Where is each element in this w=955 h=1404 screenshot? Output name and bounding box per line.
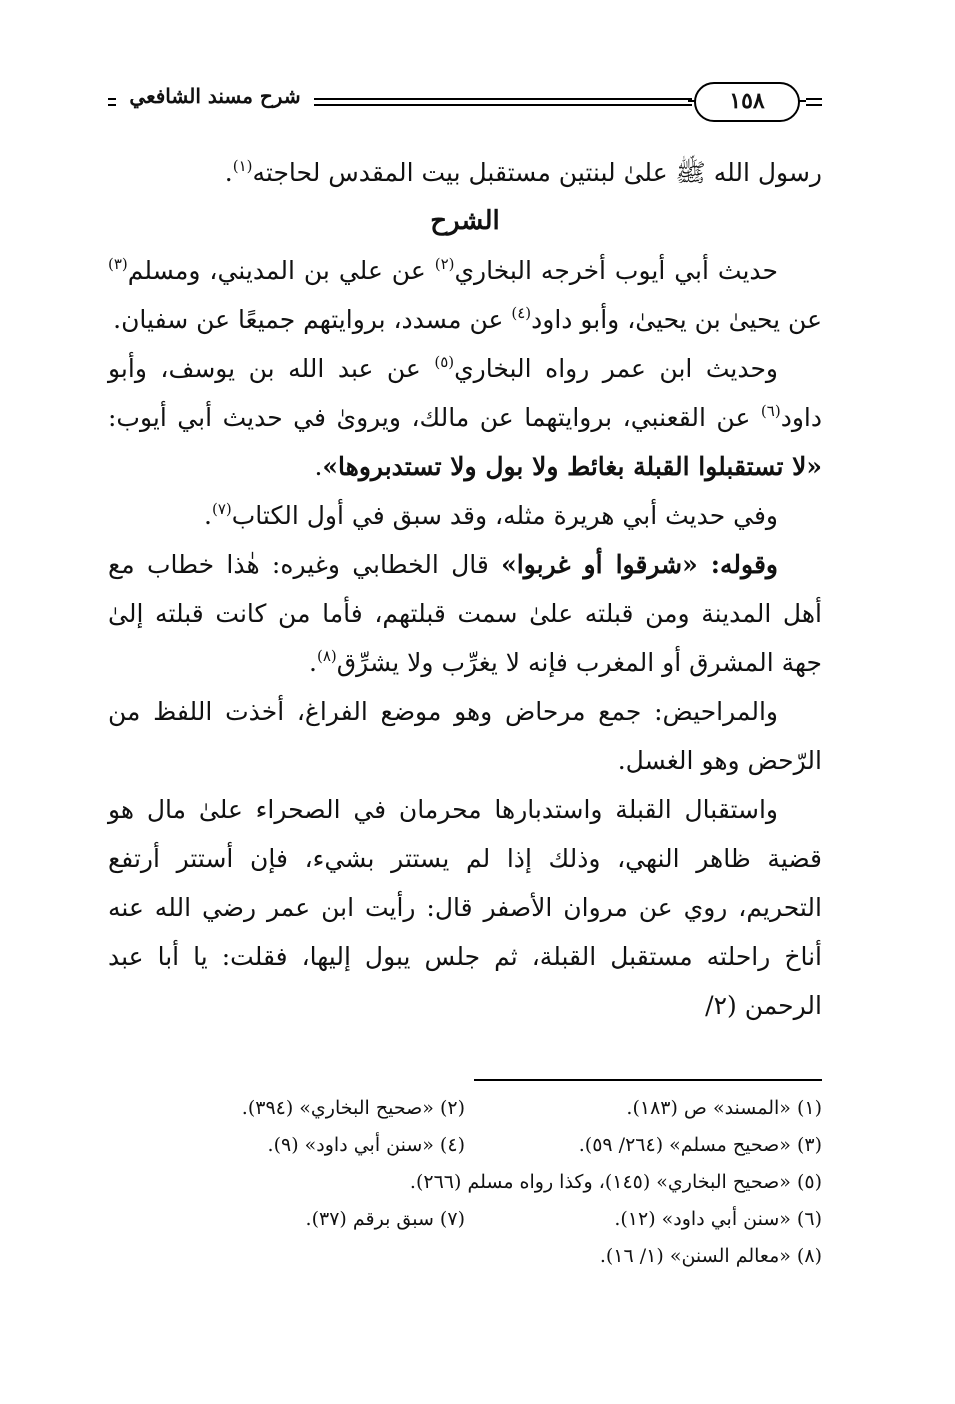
page-number: ١٥٨ [694, 82, 800, 122]
quoted-phrase: وقوله: «شرقوا أو غربوا» [501, 550, 778, 579]
footnote-ref: (١) [232, 157, 253, 175]
section-heading: الشرح [430, 206, 500, 236]
footnote: (٤) «سنن أبي داود» (٩). [267, 1134, 465, 1156]
footnote: (٨) «معالم السنن» (١/ ١٦). [599, 1245, 822, 1267]
footnote-rule [474, 1079, 822, 1081]
paragraph: وفي حديث أبي هريرة مثله، وقد سبق في أول الكتاب$^{(٧)}$. [204, 500, 778, 530]
footnote: (١) «المسند» ص (١٨٣). [626, 1097, 822, 1119]
footnote-row [108, 1090, 822, 1127]
paragraph: حديث أبي أيوب أخرجه البخاري$^{(٢)}$ عن علي بن المديني، ومسلم$^{(٣)}$ عن يحيىٰ بن يحيىٰ، وأبو داود$^{(٤)}$ عن مسدد، بروايتهم جميعًا عن سفيان. [108, 255, 822, 334]
footnote-ref: (٨) [317, 647, 337, 665]
paragraph: واستقبال القبلة واستدبارها محرمان في الصحراء علىٰ مال هو قضية ظاهر النهي، وذلك إذا لم يستتر بشيء، فإن أستتر أرتفع التحريم، روي عن مروان الأصفر قال: رأيت ابن عمر رضي الله عنه أناخ راحلته مستقبل القبلة، ثم جلس يبول إليها، فقلت: يا أبا عبد الرحمن (٢/ [108, 795, 822, 1020]
footnote: (٥) «صحيح البخاري» (١٤٥)، وكذا رواه مسلم (٢٦٦). [409, 1171, 822, 1193]
paragraph: وقوله: «شرقوا أو غربوا» قال الخطابي وغيره: هٰذا خطاب مع أهل المدينة ومن قبلته علىٰ سمت قبلتهم، فأما من كانت قبلته إلىٰ جهة المشرق أو المغرب فإنه لا يغرِّب ولا يشرِّق$^{(٨)}$. [108, 550, 822, 677]
footnote-row [108, 1127, 822, 1164]
paragraph: وحديث ابن عمر رواه البخاري$^{(٥)}$ عن عبد الله بن يوسف، وأبو داود$^{(٦)}$ عن القعنبي، بروايتهما عن مالك، ويروىٰ في حديث أبي أيوب: «لا تستقبلوا القبلة بغائط ولا بول ولا تستدبروها». [108, 353, 822, 481]
paragraph: والمراحيض: جمع مرحاض وهو موضع الفراغ، أخذت اللفظ من الرّحض وهو الغسل. [108, 697, 822, 775]
footnote-row [108, 1201, 822, 1238]
hadith-quote: «لا تستقبلوا القبلة بغائط ولا بول ولا تستدبروها» [322, 452, 822, 481]
paragraph: رسول الله ﷺ علىٰ لبنتين مستقبل بيت المقدس لحاجته$^{(١)}$. [224, 157, 822, 187]
footnote: (٦) «سنن أبي داود» (١٢). [614, 1208, 822, 1230]
header-rule [314, 98, 692, 100]
header-rule [314, 104, 692, 106]
footnote-ref: (٧) [211, 500, 232, 518]
footnote: (٣) «صحيح مسلم» (٢٦٤/ ٥٩). [578, 1134, 822, 1156]
footnote-ref: (٤) [511, 304, 532, 322]
header-rule [806, 104, 822, 106]
header-rule [806, 98, 822, 100]
footnote: (٧) سبق برقم (٣٧). [305, 1208, 465, 1230]
footnote-ref: (٣) [108, 255, 128, 273]
header-rule [108, 104, 116, 106]
running-title: شرح مسند الشافعي [129, 84, 301, 108]
footnote-ref: (٢) [434, 255, 455, 273]
header-rule [108, 98, 116, 100]
footnote: (٢) «صحيح البخاري» (٣٩٤). [241, 1097, 465, 1119]
footnotes [108, 1090, 822, 1275]
main-text [108, 148, 822, 1030]
footnote-ref: (٦) [760, 402, 781, 420]
page-header [108, 82, 822, 128]
footnote-ref: (٥) [434, 353, 455, 371]
